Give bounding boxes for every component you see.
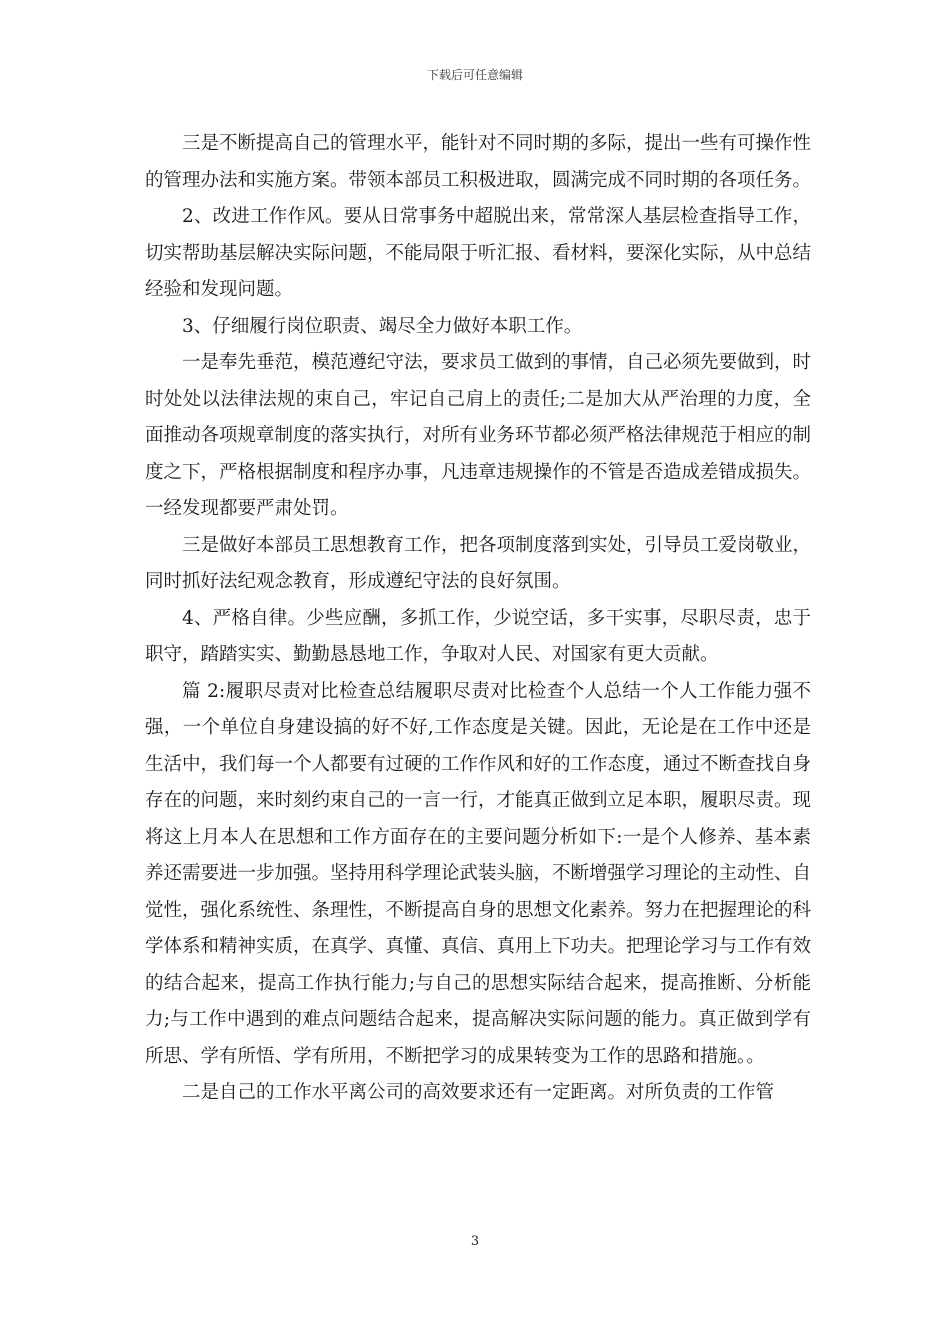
paragraph: 二是自己的工作水平离公司的高效要求还有一定距离。对所负责的工作管 <box>182 1082 775 1103</box>
page-number: 3 <box>470 1234 480 1249</box>
paragraph: 4、严格自律。少些应酬，多抓工作，少说空话，多干实事，尽职尽责，忠于职守，踏踏实实、勤勤恳恳地工作，争取对人民、对国家有更大贡献。 <box>145 607 811 665</box>
paragraph: 2、改进工作作风。要从日常事务中超脱出来，常常深人基层检查指导工作，切实帮助基层解决实际问题，不能局限于听汇报、看材料，要深化实际，从中总结经验和发现问题。 <box>145 206 812 300</box>
paragraph: 一是奉先垂范，模范遵纪守法，要求员工做到的事情，自己必须先要做到，时时处处以法律法规的束自己，牢记自己肩上的责任;二是加大从严治理的力度，全面推动各项规章制度的落实执行，对所有业务环节都必须严格法律规范于相应的制度之下，严格根据制度和程序办事，凡违章违规操作的不管是否造成差错成损失。一经发现都要严肃处罚。 <box>145 352 812 519</box>
paragraph: 三是不断提高自己的管理水平，能针对不同时期的多际，提出一些有可操作性的管理办法和实施方案。带领本部员工积极进取，圆满完成不同时期的各项任务。 <box>145 133 812 191</box>
paragraph: 三是做好本部员工思想教育工作，把各项制度落到实处，引导员工爱岗敬业，同时抓好法纪观念教育，形成遵纪守法的良好氛围。 <box>145 534 812 592</box>
paragraph: 3、仔细履行岗位职责、竭尽全力做好本职工作。 <box>182 315 583 337</box>
page-header: 下载后可任意编辑 <box>426 68 523 82</box>
document-body <box>145 126 811 1112</box>
paragraph: 篇 2:履职尽责对比检查总结履职尽责对比检查个人总结一个人工作能力强不强，一个单位自身建设搞的好不好,工作态度是关键。因此，无论是在工作中还是生活中，我们每一个人都要有过硬的工作作风和好的工作态度，通过不断查找自身存在的问题，来时刻约束自己的一言一行，才能真正做到立足本职，履职尽责。现将这上月本人在思想和工作方面存在的主要问题分析如下:一是个人修养、基本素养还需要进一步加强。坚持用科学理论武装头脑，不断增强学习理论的主动性、自觉性，强化系统性、条理性，不断提高自身的思想文化素养。努力在把握理论的科学体系和精神实质，在真学、真懂、真信、真用上下功夫。把理论学习与工作有效的结合起来，提高工作执行能力;与自己的思想实际结合起来，提高推断、分析能力;与工作中遇到的难点问题结合起来，提高解决实际问题的能力。真正做到学有所思、学有所悟、学有所用，不断把学习的成果转变为工作的思路和措施。。 <box>145 680 812 1067</box>
